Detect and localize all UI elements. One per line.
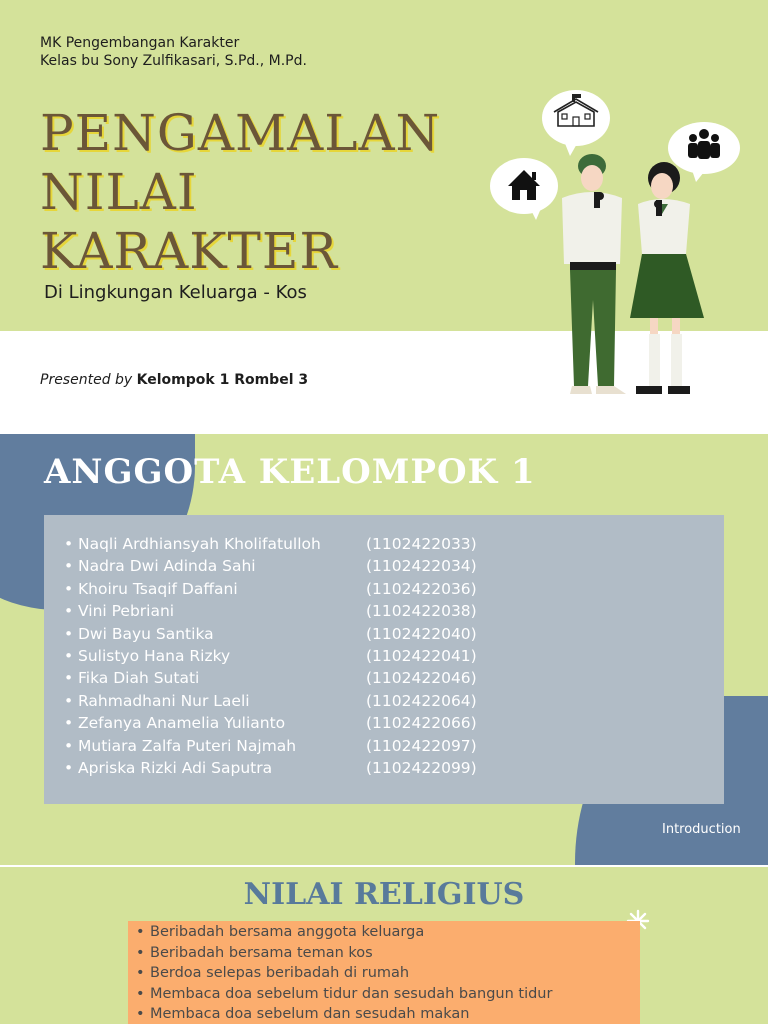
member-row [64, 647, 724, 669]
members-title: ANGGOTA KELOMPOK 1 [44, 452, 536, 492]
presented-label: Presented by [40, 372, 133, 388]
members-list [44, 515, 724, 804]
bullet: • [64, 736, 74, 755]
students-illustration [486, 86, 746, 406]
bullet: • [64, 602, 74, 621]
member-name: Naqli Ardhiansyah Kholifatulloh [78, 535, 321, 553]
member-row [64, 759, 724, 781]
house-icon [490, 158, 558, 220]
title-line: NILAI [40, 163, 198, 221]
member-row [64, 580, 724, 602]
bullet: • [64, 691, 74, 710]
title-line: KARAKTER [40, 222, 339, 280]
member-name: Vini Pebriani [78, 602, 175, 621]
religious-title: NILAI RELIGIUS [243, 877, 525, 912]
course-name: MK Pengembangan Karakter [40, 35, 240, 51]
member-row [64, 602, 724, 624]
bullet: • [136, 965, 145, 981]
list-item-text: Berdoa selepas beribadah di rumah [150, 965, 410, 981]
bullet: • [136, 944, 145, 961]
bullet: • [64, 579, 74, 598]
lecturer-name: Kelas bu Sony Zulfikasari, S.Pd., M.Pd. [40, 53, 307, 69]
member-row [64, 535, 724, 557]
bullet: • [64, 646, 74, 665]
list-item-text: Beribadah bersama anggota keluarga [150, 924, 425, 940]
bullet: • [136, 985, 145, 1002]
bullet: • [64, 535, 74, 553]
member-nim: (1102422097) [366, 736, 477, 755]
list-item-text: Membaca doa sebelum tidur dan sesudah bangun tidur [150, 985, 553, 1002]
subtitle: Di Lingkungan Keluarga - Kos [44, 282, 307, 303]
section-label: Introduction [662, 822, 741, 837]
member-row [64, 669, 724, 691]
member-name: Khoiru Tsaqif Daffani [78, 579, 238, 598]
member-nim: (1102422034) [366, 557, 477, 576]
member-nim: (1102422038) [366, 602, 477, 621]
member-name: Fika Diah Sutati [78, 669, 200, 688]
member-nim: (1102422040) [366, 624, 477, 643]
religious-values-slide [0, 867, 768, 1024]
bullet: • [64, 557, 74, 576]
religious-list [128, 921, 640, 1024]
member-nim: (1102422046) [366, 669, 477, 688]
member-row [64, 714, 724, 736]
list-item-text: Membaca doa sebelum dan sesudah makan [150, 1006, 470, 1022]
member-nim: (1102422033) [366, 535, 477, 553]
bullet: • [64, 624, 74, 643]
bullet: • [64, 758, 74, 777]
presenter-group: Kelompok 1 Rombel 3 [136, 372, 309, 388]
list-item [136, 986, 640, 1007]
member-row [64, 692, 724, 714]
member-row [64, 737, 724, 759]
member-nim: (1102422036) [366, 579, 477, 598]
member-nim: (1102422064) [366, 691, 477, 710]
list-item-text: Beribadah bersama teman kos [150, 944, 373, 961]
bullet: • [64, 669, 74, 688]
member-name: Nadra Dwi Adinda Sahi [78, 557, 256, 576]
list-item [136, 945, 640, 966]
bullet: • [64, 714, 74, 733]
list-item [136, 965, 640, 986]
member-nim: (1102422041) [366, 646, 477, 665]
member-row [64, 625, 724, 647]
main-title [40, 104, 440, 281]
member-name: Apriska Rizki Adi Saputra [78, 758, 273, 777]
member-nim: (1102422099) [366, 758, 477, 777]
list-item [136, 924, 640, 945]
bullet: • [136, 1006, 145, 1022]
presented-by [40, 372, 308, 388]
title-line: PENGAMALAN [40, 104, 441, 162]
members-slide [0, 434, 768, 865]
member-name: Mutiara Zalfa Puteri Najmah [78, 736, 297, 755]
member-nim: (1102422066) [366, 714, 477, 733]
list-item [136, 1006, 640, 1024]
member-row [64, 557, 724, 579]
member-name: Zefanya Anamelia Yulianto [78, 714, 286, 733]
boy-figure [562, 154, 626, 394]
member-name: Sulistyo Hana Rizky [78, 646, 231, 665]
member-name: Rahmadhani Nur Laeli [78, 691, 250, 710]
bullet: • [136, 924, 145, 940]
course-info [40, 34, 307, 70]
school-icon [542, 90, 610, 156]
member-name: Dwi Bayu Santika [78, 624, 214, 643]
title-slide [0, 0, 768, 432]
girl-figure [630, 162, 704, 394]
